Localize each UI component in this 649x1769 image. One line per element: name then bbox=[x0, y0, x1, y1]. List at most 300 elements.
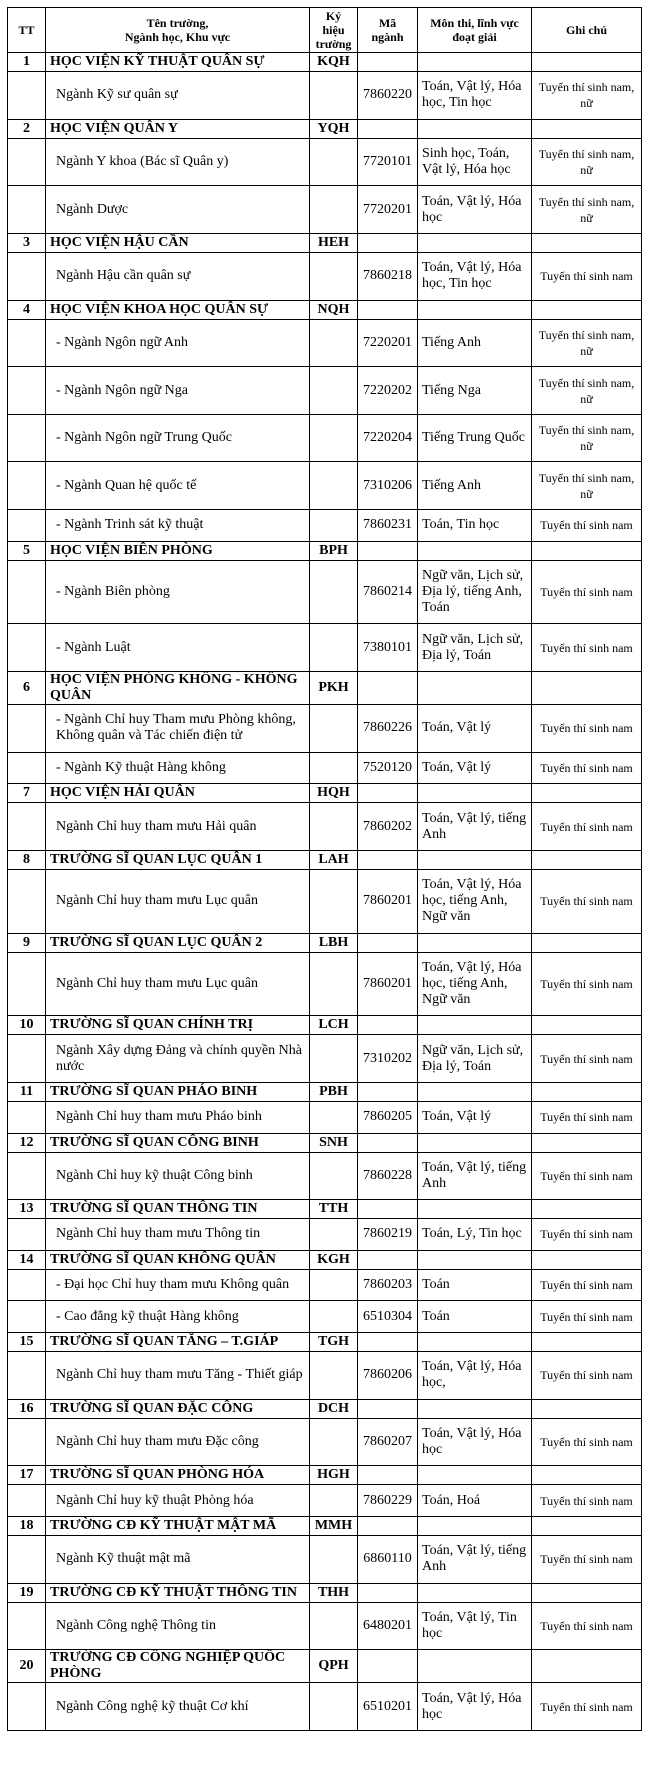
school-name: TRƯỜNG SĨ QUAN KHÔNG QUÂN bbox=[46, 1250, 310, 1269]
school-row bbox=[8, 1082, 642, 1101]
empty-cell bbox=[8, 1219, 46, 1251]
header-code: Ký hiệu trường bbox=[310, 8, 358, 53]
school-number: 11 bbox=[8, 1082, 46, 1101]
empty-cell bbox=[8, 1352, 46, 1400]
school-name: TRƯỜNG CĐ KỸ THUẬT MẬT MÃ bbox=[46, 1517, 310, 1536]
empty-cell bbox=[358, 784, 418, 803]
major-name: - Ngành Ngôn ngữ Nga bbox=[46, 367, 310, 415]
empty-cell bbox=[418, 1650, 532, 1683]
major-subjects: Ngữ văn, Lịch sử, Địa lý, tiếng Anh, Toán bbox=[418, 560, 532, 624]
major-code: 7720201 bbox=[358, 186, 418, 234]
major-row bbox=[8, 1352, 642, 1400]
major-note: Tuyển thí sinh nam bbox=[532, 624, 642, 672]
school-row bbox=[8, 1133, 642, 1152]
empty-cell bbox=[310, 1485, 358, 1517]
major-row bbox=[8, 367, 642, 415]
school-row bbox=[8, 1016, 642, 1035]
empty-cell bbox=[532, 1133, 642, 1152]
empty-cell bbox=[532, 1650, 642, 1683]
major-note: Tuyển thí sinh nam bbox=[532, 869, 642, 933]
school-row bbox=[8, 541, 642, 560]
major-subjects: Toán, Vật lý, tiếng Anh bbox=[418, 1152, 532, 1200]
major-subjects: Toán, Vật lý, Hóa học bbox=[418, 186, 532, 234]
empty-cell bbox=[418, 541, 532, 560]
major-note: Tuyển thí sinh nam bbox=[532, 1035, 642, 1083]
school-name: HỌC VIỆN PHÒNG KHÔNG - KHÔNG QUÂN bbox=[46, 672, 310, 705]
major-note: Tuyển thí sinh nam bbox=[532, 1269, 642, 1301]
school-number: 17 bbox=[8, 1466, 46, 1485]
major-note: Tuyển thí sinh nam, nữ bbox=[532, 414, 642, 462]
school-number: 9 bbox=[8, 933, 46, 952]
school-number: 2 bbox=[8, 119, 46, 138]
major-row bbox=[8, 952, 642, 1016]
header-major-code: Mã ngành bbox=[358, 8, 418, 53]
school-name: TRƯỜNG SĨ QUAN CHÍNH TRỊ bbox=[46, 1016, 310, 1035]
empty-cell bbox=[532, 300, 642, 319]
major-code: 7860228 bbox=[358, 1152, 418, 1200]
major-code: 7860202 bbox=[358, 803, 418, 851]
major-subjects: Toán, Vật lý bbox=[418, 705, 532, 753]
major-code: 7720101 bbox=[358, 138, 418, 186]
school-row bbox=[8, 784, 642, 803]
empty-cell bbox=[532, 1250, 642, 1269]
empty-cell bbox=[310, 624, 358, 672]
empty-cell bbox=[8, 869, 46, 933]
major-note: Tuyển thí sinh nam bbox=[532, 705, 642, 753]
major-subjects: Ngữ văn, Lịch sử, Địa lý, Toán bbox=[418, 624, 532, 672]
major-subjects: Toán, Vật lý, Tin học bbox=[418, 1602, 532, 1650]
major-code: 7310202 bbox=[358, 1035, 418, 1083]
major-code: 7860214 bbox=[358, 560, 418, 624]
empty-cell bbox=[310, 319, 358, 367]
empty-cell bbox=[310, 1219, 358, 1251]
empty-cell bbox=[8, 752, 46, 784]
major-name: - Ngành Trinh sát kỹ thuật bbox=[46, 510, 310, 542]
major-note: Tuyển thí sinh nam bbox=[532, 1536, 642, 1584]
school-name: TRƯỜNG SĨ QUAN TĂNG – T.GIÁP bbox=[46, 1333, 310, 1352]
major-note: Tuyển thí sinh nam bbox=[532, 752, 642, 784]
school-code: QPH bbox=[310, 1650, 358, 1683]
major-note: Tuyển thí sinh nam bbox=[532, 1485, 642, 1517]
empty-cell bbox=[8, 72, 46, 120]
school-name: HỌC VIỆN HẢI QUÂN bbox=[46, 784, 310, 803]
empty-cell bbox=[532, 233, 642, 252]
major-code: 7860203 bbox=[358, 1269, 418, 1301]
empty-cell bbox=[8, 803, 46, 851]
school-code: PKH bbox=[310, 672, 358, 705]
major-row bbox=[8, 319, 642, 367]
major-note: Tuyển thí sinh nam bbox=[532, 1418, 642, 1466]
empty-cell bbox=[310, 252, 358, 300]
major-code: 6860110 bbox=[358, 1536, 418, 1584]
major-row bbox=[8, 1418, 642, 1466]
major-name: Ngành Kỹ thuật mật mã bbox=[46, 1536, 310, 1584]
empty-cell bbox=[418, 1399, 532, 1418]
school-number: 15 bbox=[8, 1333, 46, 1352]
empty-cell bbox=[310, 1301, 358, 1333]
empty-cell bbox=[310, 1352, 358, 1400]
major-code: 7860231 bbox=[358, 510, 418, 542]
empty-cell bbox=[310, 138, 358, 186]
empty-cell bbox=[358, 1399, 418, 1418]
school-row bbox=[8, 1466, 642, 1485]
major-subjects: Ngữ văn, Lịch sử, Địa lý, Toán bbox=[418, 1035, 532, 1083]
empty-cell bbox=[8, 1602, 46, 1650]
school-row bbox=[8, 53, 642, 72]
major-note: Tuyển thí sinh nam, nữ bbox=[532, 462, 642, 510]
empty-cell bbox=[358, 1517, 418, 1536]
admissions-table bbox=[7, 7, 642, 1731]
major-note: Tuyển thí sinh nam bbox=[532, 560, 642, 624]
empty-cell bbox=[8, 414, 46, 462]
empty-cell bbox=[310, 462, 358, 510]
header-notes: Ghi chú bbox=[532, 8, 642, 53]
school-number: 12 bbox=[8, 1133, 46, 1152]
major-name: - Cao đẳng kỹ thuật Hàng không bbox=[46, 1301, 310, 1333]
school-name: TRƯỜNG SĨ QUAN ĐẶC CÔNG bbox=[46, 1399, 310, 1418]
major-code: 7860205 bbox=[358, 1101, 418, 1133]
empty-cell bbox=[310, 952, 358, 1016]
major-row bbox=[8, 414, 642, 462]
empty-cell bbox=[358, 53, 418, 72]
school-code: HEH bbox=[310, 233, 358, 252]
header-subjects: Môn thi, lĩnh vực đoạt giải bbox=[418, 8, 532, 53]
empty-cell bbox=[532, 119, 642, 138]
school-name: TRƯỜNG SĨ QUAN PHÒNG HÓA bbox=[46, 1466, 310, 1485]
school-row bbox=[8, 1650, 642, 1683]
major-name: Ngành Chỉ huy tham mưu Đặc công bbox=[46, 1418, 310, 1466]
major-note: Tuyển thí sinh nam bbox=[532, 803, 642, 851]
major-row bbox=[8, 1301, 642, 1333]
empty-cell bbox=[8, 1269, 46, 1301]
empty-cell bbox=[418, 1517, 532, 1536]
school-name: TRƯỜNG CĐ KỸ THUẬT THÔNG TIN bbox=[46, 1583, 310, 1602]
empty-cell bbox=[418, 1016, 532, 1035]
school-name: HỌC VIỆN BIÊN PHÒNG bbox=[46, 541, 310, 560]
major-name: Ngành Xây dựng Đảng và chính quyền Nhà nước bbox=[46, 1035, 310, 1083]
major-row bbox=[8, 252, 642, 300]
major-note: Tuyển thí sinh nam, nữ bbox=[532, 138, 642, 186]
major-row bbox=[8, 803, 642, 851]
major-name: Ngành Chỉ huy tham mưu Lục quân bbox=[46, 952, 310, 1016]
empty-cell bbox=[358, 1082, 418, 1101]
empty-cell bbox=[358, 1583, 418, 1602]
school-name: HỌC VIỆN HẬU CẦN bbox=[46, 233, 310, 252]
major-subjects: Toán, Vật lý, Hóa học, Tin học bbox=[418, 252, 532, 300]
empty-cell bbox=[310, 869, 358, 933]
major-row bbox=[8, 1269, 642, 1301]
header-row bbox=[8, 8, 642, 53]
major-code: 7860226 bbox=[358, 705, 418, 753]
major-code: 7310206 bbox=[358, 462, 418, 510]
school-row bbox=[8, 1333, 642, 1352]
major-note: Tuyển thí sinh nam, nữ bbox=[532, 319, 642, 367]
school-code: LCH bbox=[310, 1016, 358, 1035]
major-subjects: Toán, Vật lý, tiếng Anh bbox=[418, 803, 532, 851]
empty-cell bbox=[310, 1035, 358, 1083]
major-row bbox=[8, 510, 642, 542]
empty-cell bbox=[358, 233, 418, 252]
empty-cell bbox=[358, 933, 418, 952]
header-tt: TT bbox=[8, 8, 46, 53]
empty-cell bbox=[310, 1152, 358, 1200]
school-name: TRƯỜNG SĨ QUAN PHÁO BINH bbox=[46, 1082, 310, 1101]
empty-cell bbox=[532, 1466, 642, 1485]
empty-cell bbox=[8, 1418, 46, 1466]
empty-cell bbox=[310, 1101, 358, 1133]
empty-cell bbox=[532, 1200, 642, 1219]
empty-cell bbox=[8, 1301, 46, 1333]
major-name: - Ngành Quan hệ quốc tế bbox=[46, 462, 310, 510]
school-number: 4 bbox=[8, 300, 46, 319]
empty-cell bbox=[8, 510, 46, 542]
school-row bbox=[8, 933, 642, 952]
school-number: 10 bbox=[8, 1016, 46, 1035]
major-subjects: Toán, Vật lý, Hóa học, Tin học bbox=[418, 72, 532, 120]
empty-cell bbox=[8, 1152, 46, 1200]
empty-cell bbox=[310, 367, 358, 415]
empty-cell bbox=[532, 1082, 642, 1101]
empty-cell bbox=[8, 462, 46, 510]
school-name: TRƯỜNG SĨ QUAN LỤC QUÂN 2 bbox=[46, 933, 310, 952]
school-number: 7 bbox=[8, 784, 46, 803]
empty-cell bbox=[310, 705, 358, 753]
major-name: Ngành Chỉ huy kỹ thuật Phòng hóa bbox=[46, 1485, 310, 1517]
empty-cell bbox=[358, 1466, 418, 1485]
school-code: SNH bbox=[310, 1133, 358, 1152]
school-number: 5 bbox=[8, 541, 46, 560]
empty-cell bbox=[8, 705, 46, 753]
school-number: 1 bbox=[8, 53, 46, 72]
major-note: Tuyển thí sinh nam bbox=[532, 952, 642, 1016]
major-note: Tuyển thí sinh nam bbox=[532, 1219, 642, 1251]
school-number: 16 bbox=[8, 1399, 46, 1418]
major-note: Tuyển thí sinh nam, nữ bbox=[532, 186, 642, 234]
school-row bbox=[8, 1250, 642, 1269]
school-name: TRƯỜNG SĨ QUAN CÔNG BINH bbox=[46, 1133, 310, 1152]
major-subjects: Toán bbox=[418, 1301, 532, 1333]
major-code: 7380101 bbox=[358, 624, 418, 672]
empty-cell bbox=[8, 186, 46, 234]
empty-cell bbox=[358, 672, 418, 705]
school-row bbox=[8, 672, 642, 705]
major-row bbox=[8, 1152, 642, 1200]
major-code: 7860218 bbox=[358, 252, 418, 300]
school-number: 3 bbox=[8, 233, 46, 252]
major-code: 7220201 bbox=[358, 319, 418, 367]
empty-cell bbox=[310, 1418, 358, 1466]
major-name: - Ngành Luật bbox=[46, 624, 310, 672]
empty-cell bbox=[358, 850, 418, 869]
major-subjects: Sinh học, Toán, Vật lý, Hóa học bbox=[418, 138, 532, 186]
empty-cell bbox=[358, 1200, 418, 1219]
major-row bbox=[8, 1485, 642, 1517]
major-name: Ngành Hậu cần quân sự bbox=[46, 252, 310, 300]
major-name: Ngành Công nghệ Thông tin bbox=[46, 1602, 310, 1650]
major-name: Ngành Chỉ huy tham mưu Thông tin bbox=[46, 1219, 310, 1251]
major-name: Ngành Chỉ huy tham mưu Hải quân bbox=[46, 803, 310, 851]
school-code: THH bbox=[310, 1583, 358, 1602]
empty-cell bbox=[418, 1466, 532, 1485]
empty-cell bbox=[358, 119, 418, 138]
school-code: YQH bbox=[310, 119, 358, 138]
major-name: - Đại học Chỉ huy tham mưu Không quân bbox=[46, 1269, 310, 1301]
major-name: - Ngành Chỉ huy Tham mưu Phòng không, Không quân và Tác chiến điện tử bbox=[46, 705, 310, 753]
major-name: Ngành Công nghệ kỹ thuật Cơ khí bbox=[46, 1683, 310, 1731]
major-code: 7860220 bbox=[358, 72, 418, 120]
school-code: MMH bbox=[310, 1517, 358, 1536]
empty-cell bbox=[310, 1683, 358, 1731]
major-subjects: Toán, Hoá bbox=[418, 1485, 532, 1517]
major-code: 6480201 bbox=[358, 1602, 418, 1650]
major-note: Tuyển thí sinh nam bbox=[532, 510, 642, 542]
school-code: TGH bbox=[310, 1333, 358, 1352]
major-subjects: Tiếng Nga bbox=[418, 367, 532, 415]
empty-cell bbox=[532, 1399, 642, 1418]
school-code: HQH bbox=[310, 784, 358, 803]
major-subjects: Toán, Vật lý, Hóa học, tiếng Anh, Ngữ văn bbox=[418, 869, 532, 933]
empty-cell bbox=[418, 1082, 532, 1101]
empty-cell bbox=[532, 1517, 642, 1536]
empty-cell bbox=[532, 850, 642, 869]
school-row bbox=[8, 850, 642, 869]
major-row bbox=[8, 1683, 642, 1731]
empty-cell bbox=[358, 1333, 418, 1352]
table-body bbox=[8, 53, 642, 1731]
empty-cell bbox=[532, 672, 642, 705]
major-name: Ngành Chỉ huy tham mưu Tăng - Thiết giáp bbox=[46, 1352, 310, 1400]
school-code: BPH bbox=[310, 541, 358, 560]
major-row bbox=[8, 72, 642, 120]
major-subjects: Toán, Tin học bbox=[418, 510, 532, 542]
school-code: KGH bbox=[310, 1250, 358, 1269]
empty-cell bbox=[310, 1536, 358, 1584]
empty-cell bbox=[8, 1035, 46, 1083]
empty-cell bbox=[310, 414, 358, 462]
major-note: Tuyển thí sinh nam bbox=[532, 1352, 642, 1400]
major-row bbox=[8, 1536, 642, 1584]
major-note: Tuyển thí sinh nam bbox=[532, 252, 642, 300]
major-row bbox=[8, 1035, 642, 1083]
major-name: Ngành Chỉ huy tham mưu Lục quân bbox=[46, 869, 310, 933]
school-code: HGH bbox=[310, 1466, 358, 1485]
empty-cell bbox=[8, 1101, 46, 1133]
empty-cell bbox=[310, 803, 358, 851]
major-row bbox=[8, 138, 642, 186]
major-name: Ngành Chỉ huy tham mưu Pháo binh bbox=[46, 1101, 310, 1133]
school-name: HỌC VIỆN QUÂN Y bbox=[46, 119, 310, 138]
major-name: - Ngành Biên phòng bbox=[46, 560, 310, 624]
empty-cell bbox=[358, 1250, 418, 1269]
major-subjects: Toán, Vật lý, Hóa học, bbox=[418, 1352, 532, 1400]
school-name: TRƯỜNG CĐ CÔNG NGHIỆP QUỐC PHÒNG bbox=[46, 1650, 310, 1683]
major-name: Ngành Kỹ sư quân sự bbox=[46, 72, 310, 120]
empty-cell bbox=[532, 1016, 642, 1035]
major-row bbox=[8, 1101, 642, 1133]
school-number: 18 bbox=[8, 1517, 46, 1536]
major-note: Tuyển thí sinh nam bbox=[532, 1683, 642, 1731]
empty-cell bbox=[358, 300, 418, 319]
empty-cell bbox=[418, 933, 532, 952]
major-subjects: Toán, Vật lý bbox=[418, 752, 532, 784]
school-number: 19 bbox=[8, 1583, 46, 1602]
empty-cell bbox=[310, 1602, 358, 1650]
major-note: Tuyển thí sinh nam bbox=[532, 1301, 642, 1333]
major-name: Ngành Y khoa (Bác sĩ Quân y) bbox=[46, 138, 310, 186]
major-name: Ngành Chỉ huy kỹ thuật Công binh bbox=[46, 1152, 310, 1200]
major-subjects: Toán, Lý, Tin học bbox=[418, 1219, 532, 1251]
major-subjects: Toán, Vật lý bbox=[418, 1101, 532, 1133]
school-row bbox=[8, 1517, 642, 1536]
major-row bbox=[8, 560, 642, 624]
empty-cell bbox=[310, 560, 358, 624]
major-row bbox=[8, 462, 642, 510]
school-number: 8 bbox=[8, 850, 46, 869]
empty-cell bbox=[310, 1269, 358, 1301]
major-code: 7520120 bbox=[358, 752, 418, 784]
empty-cell bbox=[8, 1485, 46, 1517]
major-note: Tuyển thí sinh nam, nữ bbox=[532, 367, 642, 415]
school-number: 20 bbox=[8, 1650, 46, 1683]
major-row bbox=[8, 705, 642, 753]
major-subjects: Toán bbox=[418, 1269, 532, 1301]
school-name: TRƯỜNG SĨ QUAN THÔNG TIN bbox=[46, 1200, 310, 1219]
empty-cell bbox=[418, 1333, 532, 1352]
empty-cell bbox=[310, 186, 358, 234]
empty-cell bbox=[358, 541, 418, 560]
header-name: Tên trường, Ngành học, Khu vực bbox=[46, 8, 310, 53]
empty-cell bbox=[532, 53, 642, 72]
school-number: 6 bbox=[8, 672, 46, 705]
major-code: 7860219 bbox=[358, 1219, 418, 1251]
empty-cell bbox=[310, 510, 358, 542]
school-number: 13 bbox=[8, 1200, 46, 1219]
major-code: 7860201 bbox=[358, 869, 418, 933]
empty-cell bbox=[532, 541, 642, 560]
major-row bbox=[8, 1219, 642, 1251]
empty-cell bbox=[358, 1133, 418, 1152]
major-subjects: Toán, Vật lý, tiếng Anh bbox=[418, 1536, 532, 1584]
empty-cell bbox=[310, 752, 358, 784]
school-row bbox=[8, 1399, 642, 1418]
school-code: KQH bbox=[310, 53, 358, 72]
major-code: 6510304 bbox=[358, 1301, 418, 1333]
major-code: 7220202 bbox=[358, 367, 418, 415]
empty-cell bbox=[8, 952, 46, 1016]
major-row bbox=[8, 869, 642, 933]
major-note: Tuyển thí sinh nam bbox=[532, 1152, 642, 1200]
school-code: DCH bbox=[310, 1399, 358, 1418]
empty-cell bbox=[358, 1650, 418, 1683]
school-code: NQH bbox=[310, 300, 358, 319]
empty-cell bbox=[532, 1583, 642, 1602]
empty-cell bbox=[418, 53, 532, 72]
school-code: PBH bbox=[310, 1082, 358, 1101]
major-note: Tuyển thí sinh nam, nữ bbox=[532, 72, 642, 120]
school-name: HỌC VIỆN KHOA HỌC QUÂN SỰ bbox=[46, 300, 310, 319]
empty-cell bbox=[418, 672, 532, 705]
school-code: TTH bbox=[310, 1200, 358, 1219]
major-row bbox=[8, 624, 642, 672]
empty-cell bbox=[8, 367, 46, 415]
empty-cell bbox=[418, 300, 532, 319]
major-subjects: Tiếng Anh bbox=[418, 319, 532, 367]
school-row bbox=[8, 233, 642, 252]
empty-cell bbox=[310, 72, 358, 120]
major-code: 7860206 bbox=[358, 1352, 418, 1400]
major-name: Ngành Dược bbox=[46, 186, 310, 234]
school-row bbox=[8, 119, 642, 138]
